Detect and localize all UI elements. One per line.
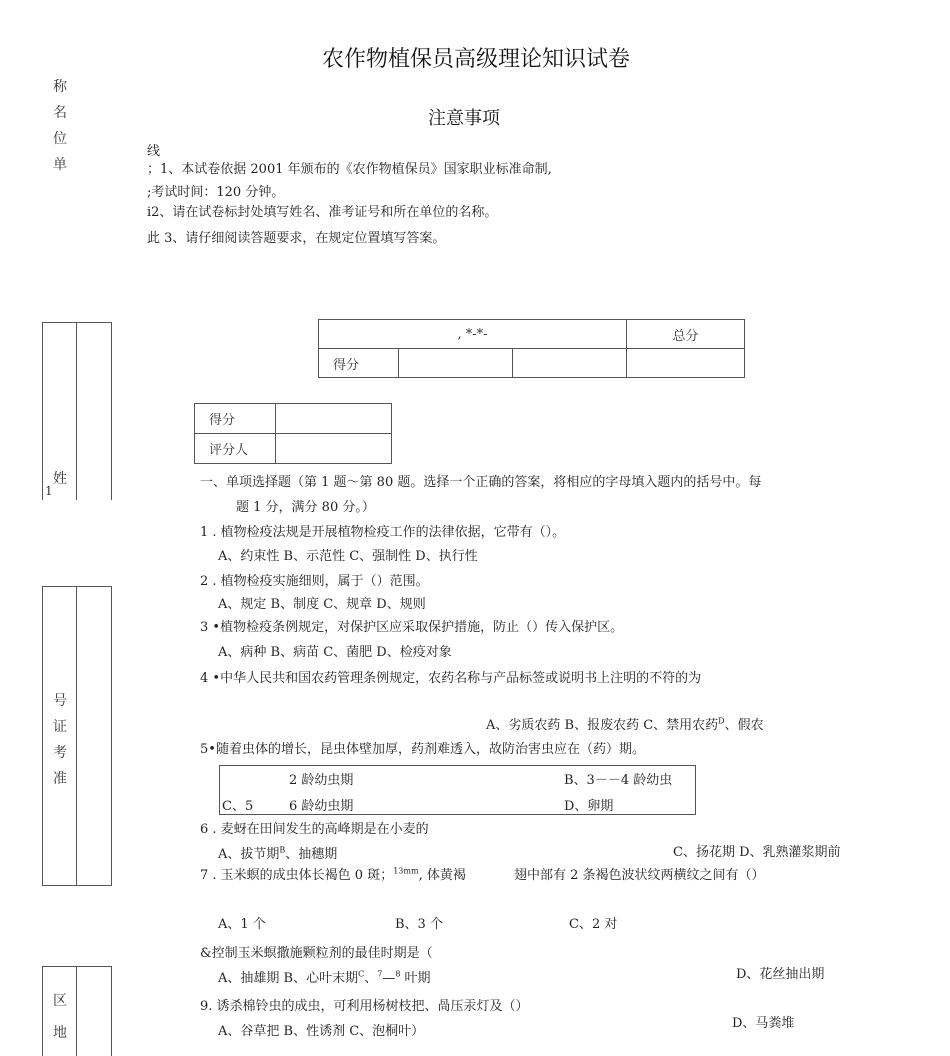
question-8-option-c: 叶期 xyxy=(400,971,431,986)
question-4-option-d: 、假农 xyxy=(724,718,764,733)
region-binding-divider xyxy=(76,966,77,1056)
score-cell-1[interactable] xyxy=(399,349,513,378)
question-6-option-b: 、抽穗期 xyxy=(285,847,338,862)
region-label-char-1: 区 xyxy=(53,993,67,1009)
region-binding-box xyxy=(42,966,112,1056)
question-9: 9. 诱杀棉铃虫的成虫，可利用杨树枝把、咼压汞灯及（） xyxy=(200,999,529,1014)
grader-table xyxy=(194,403,392,464)
question-4-d-marker: D xyxy=(718,716,725,726)
question-7-option-c: C、2 对 xyxy=(569,917,618,932)
score-summary-table xyxy=(318,319,745,378)
notice-1: ；1、本试卷依据 2001 年颁布的《农作物植保员》国家职业标准命制, xyxy=(147,162,552,177)
cut-line-mark: 线 xyxy=(147,144,161,159)
unit-label-char-1: 称 xyxy=(53,79,67,95)
region-label-char-2: 地 xyxy=(53,1025,67,1041)
exam-number-binding-box xyxy=(42,586,112,886)
question-8-range-start: 7 xyxy=(377,969,383,979)
notice-2: i2、请在试卷标封处填写姓名、准考证号和所在单位的名称。 xyxy=(147,205,498,220)
question-7-option-a: A、1 个 xyxy=(218,917,266,932)
question-8-dash: — xyxy=(382,971,396,986)
unit-label-char-3: 位 xyxy=(53,131,67,147)
notice-3: 此 3、请仔细阅读答题要求，在规定位置填写答案。 xyxy=(147,231,446,246)
question-5-option-c: 6 龄幼虫期 xyxy=(289,799,354,814)
question-3-options: A、病种 B、病苗 C、菌肥 D、检疫对象 xyxy=(218,645,452,660)
question-2-options: A、规定 B、制度 C、规章 D、规则 xyxy=(218,597,426,612)
exam-label-char-3: 考 xyxy=(53,745,67,761)
score-row-label: 得分 xyxy=(319,349,399,378)
question-9-option-d: D、马粪堆 xyxy=(732,1016,795,1031)
total-score-label: 总分 xyxy=(627,320,745,349)
exam-label-char-1: 号 xyxy=(53,693,67,709)
grader-name-label: 评分人 xyxy=(195,434,276,464)
question-8-c-marker: C xyxy=(358,969,365,979)
section-1-intro-cont: 题 1 分，满分 80 分。） xyxy=(236,500,375,515)
question-6-options-ab xyxy=(218,843,337,862)
name-label-num: 1 xyxy=(45,484,53,498)
question-7-part-1: 7 . 玉米螟的成虫体长褐色 0 斑； xyxy=(200,868,394,883)
exam-label-char-2: 证 xyxy=(53,719,67,735)
question-8-options-ab: A、抽雄期 B、心叶末期 xyxy=(218,971,359,986)
question-8-separator: 、 xyxy=(364,971,378,986)
notice-1b: ;考试时间：120 分钟。 xyxy=(147,185,285,200)
question-5-option-a: 2 龄幼虫期 xyxy=(289,773,354,788)
exam-label-char-4: 准 xyxy=(53,771,67,787)
unit-label-char-4: 单 xyxy=(53,157,67,173)
question-7-option-b: B、3 个 xyxy=(395,917,443,932)
question-4: 4 •中华人民共和国农药管理条例规定，农药名称与产品标签或说明书上注明的不符的为 xyxy=(200,671,702,686)
question-5: 5•随着虫体的增长，昆虫体壁加厚，药剂难透入，故防治害虫应在（药）期。 xyxy=(200,742,645,757)
question-5-option-b: B、3－－4 龄幼虫 xyxy=(564,773,673,788)
name-label-char: 姓 xyxy=(53,471,67,487)
question-7-part-2: , 体黄褐 xyxy=(418,868,466,883)
question-9-options: A、谷草把 B、性诱剂 C、泡桐叶） xyxy=(218,1024,425,1039)
grader-score-label: 得分 xyxy=(195,404,276,434)
question-4-options-abc: A、劣质农药 B、报废农药 C、禁用农药 xyxy=(486,718,719,733)
question-8-range-end: 8 xyxy=(395,969,401,979)
question-7-part-3: 翅中部有 2 条褐色波状纹两横纹之间有（） xyxy=(514,868,765,883)
question-8-options-abc xyxy=(218,967,431,986)
question-3: 3 •植物检疫条例规定，对保护区应采取保护措施，防止（）传入保护区。 xyxy=(200,620,624,635)
grader-score-cell[interactable] xyxy=(276,404,392,434)
score-cell-2[interactable] xyxy=(513,349,627,378)
exam-title: 农作物植保员高级理论知识试卷 xyxy=(322,47,631,72)
question-6: 6 . 麦蚜在田间发生的高峰期是在小麦的 xyxy=(200,822,429,837)
section-1-intro: 一、单项选择题（第 1 题～第 80 题。选择一个正确的答案，将相应的字母填入题内的括号中。每 xyxy=(200,475,762,490)
question-5-option-d: D、卵期 xyxy=(564,799,614,814)
notice-title: 注意事项 xyxy=(428,108,500,129)
question-8-option-d: D、花丝抽出期 xyxy=(736,967,825,982)
question-6-option-a: A、拔节期 xyxy=(218,847,280,862)
question-7-size: 13mm xyxy=(393,866,419,876)
question-5-option-c-label: C、5 xyxy=(222,799,254,814)
question-7 xyxy=(200,864,466,883)
question-2: 2 . 植物检疫实施细则，属于（）范围。 xyxy=(200,574,429,589)
name-binding-divider xyxy=(76,322,77,500)
score-table-header: , *-*- xyxy=(319,320,627,349)
total-score-cell[interactable] xyxy=(627,349,745,378)
grader-name-cell[interactable] xyxy=(276,434,392,464)
question-4-options xyxy=(486,714,764,733)
question-1: 1 . 植物检疫法规是开展植物检疫工作的法律依据，它带有（）。 xyxy=(200,525,566,540)
question-8: &控制玉米螟撒施颗粒剂的最佳时期是（ xyxy=(200,946,433,961)
question-6-options-cd: C、扬花期 D、乳熟灌浆期前 xyxy=(673,845,841,860)
exam-number-binding-divider xyxy=(76,586,77,886)
question-6-b-marker: B xyxy=(279,845,286,855)
question-1-options: A、约束性 B、示范性 C、强制性 D、执行性 xyxy=(218,549,478,564)
unit-label-char-2: 名 xyxy=(53,105,67,121)
